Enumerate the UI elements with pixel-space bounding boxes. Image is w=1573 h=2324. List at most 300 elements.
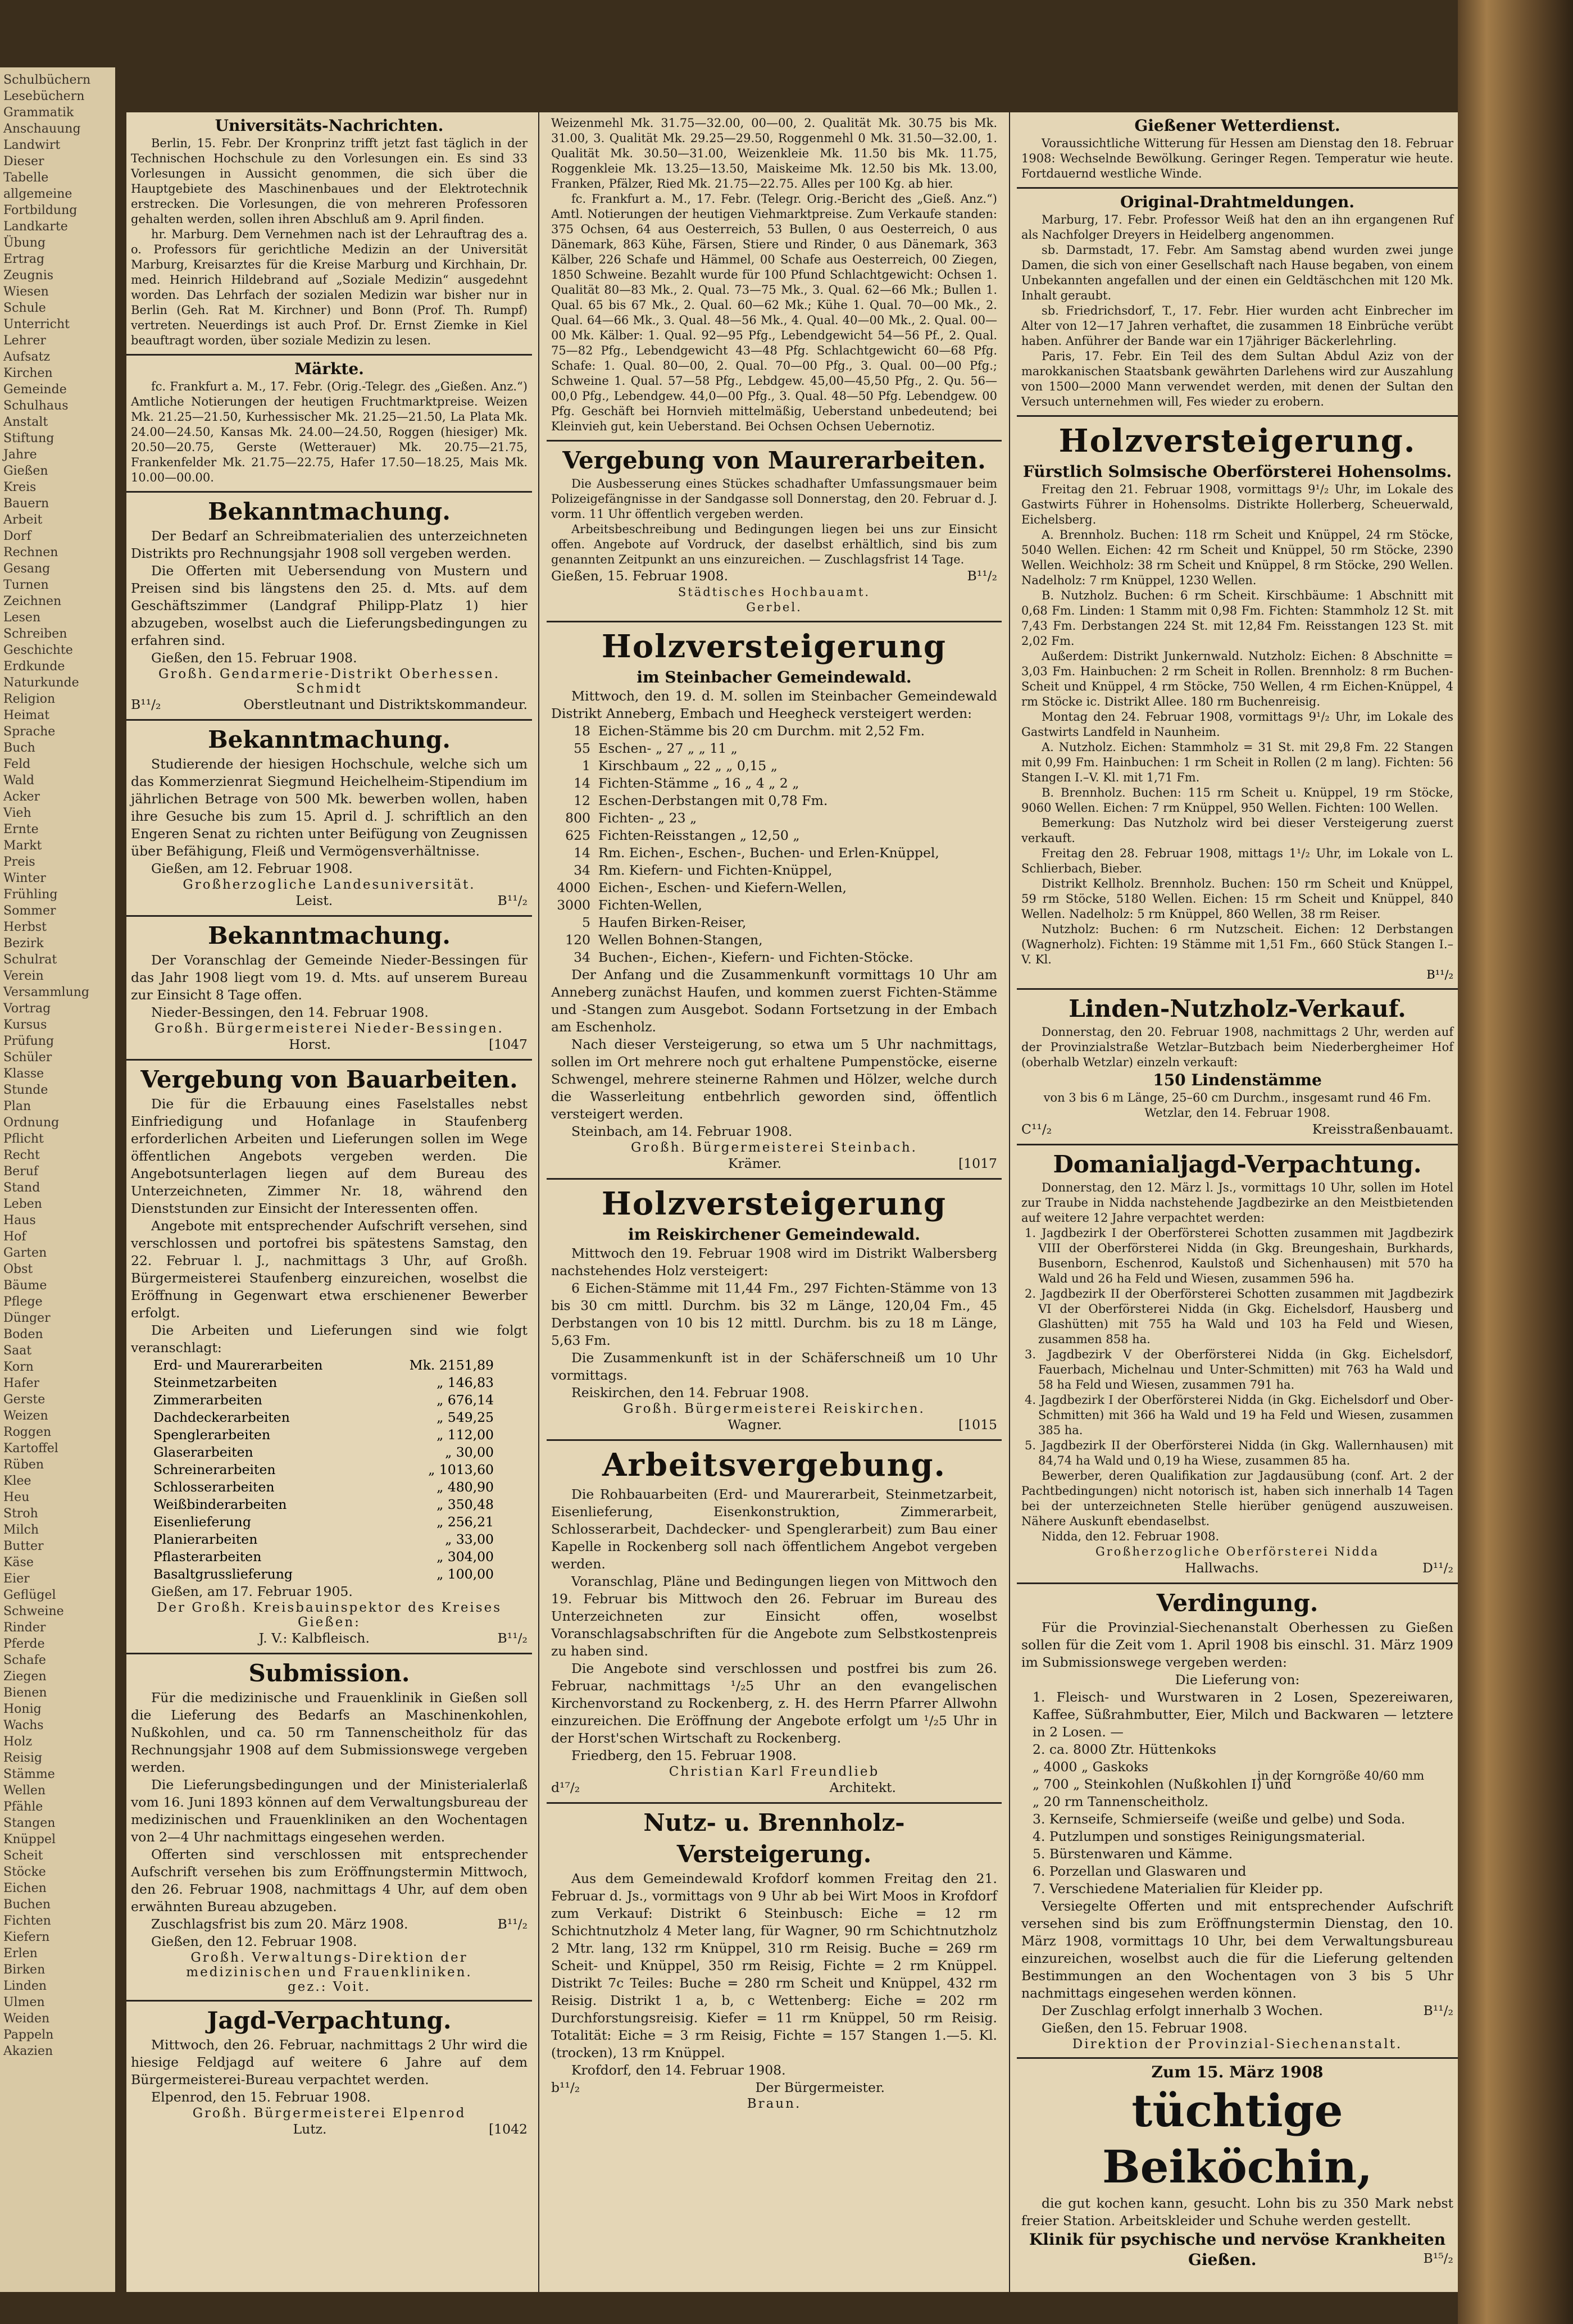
notice-text: Die Offerten mit Uebersendung von Mustern und Preisen sind bis längstens den 25. d. Mts. auf dem Geschäftszimmer (Landgraf Philipp-Platz 1) hier abzugeben, woselbst auch die Lieferungsbedingungen zu erfahren sind.	[131, 563, 528, 648]
adjacent-page-line: Rüben	[3, 1458, 44, 1472]
adjacent-page-line: Akazien	[3, 2044, 53, 2058]
notice-text: Angebote mit entsprechender Aufschrift versehen, sind verschlossen und portofrei bis spätestens Samstag, den 22. Februar l. J., nachmittags 3 Uhr, auf Großh. Bürgermeisterei Staufenberg einzureichen, woselbst die Eröffnung in Gegenwart etwa erschienener Bewerber erfolgt.	[131, 1218, 528, 1321]
wood-lot-row	[551, 844, 997, 862]
notice-signature: J. V.: Kalbfleisch.	[258, 1630, 370, 1646]
adjacent-page-line: Stand	[3, 1181, 40, 1195]
notice-text: Bemerkung: Das Nutzholz wird bei dieser Versteigerung zuerst verkauft.	[1021, 816, 1453, 845]
notice-bauarbeiten	[126, 1061, 532, 1654]
notice-title: Vergebung von Bauarbeiten.	[140, 1066, 518, 1093]
lot-count: 14	[574, 775, 590, 791]
adjacent-page-line: Dünger	[3, 1311, 51, 1325]
lot-count: 1	[582, 758, 590, 774]
wood-lot-list	[551, 722, 997, 966]
ad-code: B¹⁵/₂	[1423, 2250, 1453, 2266]
adjacent-page-line: Kartoffel	[3, 1441, 58, 1456]
notice-authority: Großh. Gendarmerie-Distrikt Oberhessen.	[158, 667, 501, 681]
notice-date: Gießen, am 12. Februar 1908.	[151, 861, 353, 876]
notice-date: Gießen, den 12. Februar 1908.	[151, 1934, 357, 1949]
adjacent-page-line: Anschauung	[3, 122, 81, 136]
notice-text: Die Zusammenkunft ist in der Schäferschneiß um 10 Uhr vormittags.	[551, 1350, 997, 1383]
adjacent-page-line: Heimat	[3, 708, 50, 722]
notice-signature: Krämer.	[728, 1156, 782, 1171]
column-2	[547, 112, 1002, 2292]
adjacent-page-line: Vortrag	[3, 1002, 51, 1016]
news-item: Marburg, 17. Febr. Professor Weiß hat den an ihn ergangenen Ruf als Nachfolger Dreyers in Heidelberg angenommen.	[1021, 213, 1453, 242]
cost-item: Zimmerarbeiten	[153, 1392, 262, 1408]
notice-authority: Großh. Bürgermeisterei Steinbach.	[631, 1140, 917, 1155]
adjacent-page-line: Eier	[3, 1572, 30, 1586]
notice-code: [1047	[489, 1036, 528, 1052]
lot-count: 800	[565, 810, 590, 826]
notice-title: Bekanntmachung.	[208, 922, 451, 949]
notice-verdingung: Verdingung. Für die Provinzial-Siechenanstalt Oberhessen zu Gießen sollen für die Zeit vom 1. April 1908 bis einschl. 31. März 1909 im Submissionswege vergeben werden: Die Lieferung von: 1. Fleisch- und Wurstwaren in 2 Losen, Spezereiwaren, Kaffee, Süßrahmbutter, Eier, Milch und Backwaren — letztere in 2 Losen. — 2. ca. 8000 Ztr. Hüttenkoks „ 4000 „ Gaskoks „ 700 „ Steinkohlen (Nußkohlen I) und „ 20 rm Tannenscheitholz. 3. Kernseife, Schmierseife (weiße und gelbe) und Soda. 4. Putzlumpen und sonstiges Reinigungsmaterial. 5. Bürstenwaren und Kämme. 6. Porzellan und Glaswaren und 7. Verschiedene Materialien für Kleider pp. in der Korngröße 40/60 mm Versiegelte Offerten und mit entsprechender Aufschrift versehen sind bis zum Eröffnungstermin Dienstag, den 10. März 1908, vormittags 10 Uhr, bei dem Verwaltungsbureau einzureichen, woselbst auch die für die Lieferung geltenden Bestimmungen an den Wochentagen von 3 bis 5 Uhr nachmittags eingesehen werden können. Der Zuschlag erfolgt innerhalb 3 Wochen. B¹¹/₂ Gießen, den 15. Februar 1908. Direktion der Provinzial-Siechenanstalt.	[1017, 1584, 1458, 2059]
adjacent-page-line: Linden	[3, 1979, 47, 1993]
adjacent-page-line: Unterricht	[3, 317, 70, 331]
adjacent-page-line: Korn	[3, 1360, 34, 1374]
supply-item: „ 700 „ Steinkohlen (Nußkohlen I) und	[1033, 1776, 1292, 1792]
notice-text: Der Zuschlag erfolgt innerhalb 3 Wochen.	[1042, 2003, 1323, 2018]
newspaper-page	[126, 112, 1458, 2292]
adjacent-page-line: Beruf	[3, 1165, 39, 1179]
notice-text: Nach dieser Versteigerung, so etwa um 5 Uhr nachmittags, sollen im Ort mehrere noch gut erhaltene Pumpenstöcke, eiserne Schwengel, mehrere steinerne Rahmen und Hölzer, welche durch die Wasserleitung entbehrlich geworden sind, öffentlich versteigert werden.	[551, 1036, 997, 1122]
adjacent-page-line: Zeichnen	[3, 594, 62, 608]
wood-lot-row	[551, 897, 997, 914]
notice-title: Verdingung.	[1156, 1589, 1319, 1617]
supply-item: 2. ca. 8000 Ztr. Hüttenkoks	[1033, 1741, 1216, 1757]
adjacent-page-line: Dieser	[3, 154, 44, 169]
notice-arbeitsvergebung	[547, 1441, 1002, 1804]
notice-text: Die Lieferungsbedingungen und der Ministerialerlaß vom 16. Juni 1893 können auf dem Verwaltungsbureau der medizinischen und Frauenkliniken an den Wochentagen von 2—4 Uhr nachmittags eingesehen werden.	[131, 1777, 528, 1845]
adjacent-page-line: Roggen	[3, 1425, 52, 1439]
highlight-text: 150 Lindenstämme	[1153, 1071, 1322, 1089]
notice-signature: Lutz.	[293, 2121, 327, 2137]
notice-text: Zuschlagsfrist bis zum 20. März 1908.	[151, 1916, 408, 1932]
adjacent-page-line: Pfähle	[3, 1800, 43, 1814]
adjacent-page-line: Leben	[3, 1197, 42, 1211]
notice-signature: Schmidt	[296, 681, 362, 696]
adjacent-page-line: Markt	[3, 839, 42, 853]
notice-code: b¹¹/₂	[551, 2080, 580, 2095]
adjacent-page-line: Turnen	[3, 578, 49, 592]
adjacent-page-line: allgemeine	[3, 187, 72, 201]
notice-authority: Großh. Bürgermeisterei Nieder-Bessingen.	[154, 1021, 504, 1036]
notice-text: Arbeitsbeschreibung und Bedingungen liegen bei uns zur Einsicht offen. Angebote auf Vordruck, der daselbst erhältlich, sind bis zum genannten Zeitpunkt an uns einzureichen. — Zuschlagsfrist 14 Tage.	[551, 522, 997, 566]
notice-date: Elpenrod, den 15. Februar 1908.	[151, 2089, 371, 2105]
adjacent-page-line: Butter	[3, 1539, 44, 1553]
notice-holzversteigerung-hohensolms	[1017, 417, 1458, 990]
cost-row	[153, 1566, 494, 1583]
notice-title: Holzversteigerung	[601, 628, 947, 665]
adjacent-page-line: Naturkunde	[3, 676, 79, 690]
adjacent-page-line: Feld	[3, 757, 31, 771]
notice-text: 6 Eichen-Stämme mit 11,44 Fm., 297 Fichten-Stämme von 13 bis 30 cm mittl. Durchm. bis 32 m Länge, 120,04 Fm., 45 Derbstangen von 10 bis 12 mittl. Durchm. bis zu 18 m Länge, 5,63 Fm.	[551, 1280, 997, 1348]
adjacent-page-line: Fortbildung	[3, 203, 78, 217]
adjacent-page-line: Milch	[3, 1523, 39, 1537]
hunting-district-list	[1021, 1226, 1453, 1468]
adjacent-page-line: Scheit	[3, 1849, 43, 1863]
wire-reports	[1017, 189, 1458, 417]
notice-text: Distrikt Kellholz. Brennholz. Buchen: 150 rm Scheit und Knüppel, 59 rm Stöcke, 5180 Wellen. Eichen: 15 rm Scheit und Knüppel, 840 Wellen. Nadelholz: 5 rm Knüppel, 860 Wellen, 38 rm Reiser.	[1021, 877, 1453, 921]
notice-subtitle: im Reiskirchener Gemeindewald.	[628, 1225, 920, 1244]
notice-authority: Direktion der Provinzial-Siechenanstalt.	[1072, 2037, 1403, 2052]
cost-item: Planierarbeiten	[153, 1531, 258, 1547]
column-1	[126, 112, 532, 2292]
adjacent-page-line: Wald	[3, 774, 34, 788]
market-report: fc. Frankfurt a. M., 17. Febr. (Orig.-Telegr. des „Gießen. Anz.“) Amtliche Notierungen der heutigen Fruchtmarktpreise. Weizen Mk. 21.25—21.50, Kurhessischer Mk. 21.25—21.50, La Plata Mk. 24.00—24.50, Kansas Mk. 24.00—24.50, Roggen (hiesiger) Mk. 20.50—20.75, Gerste (Wetterauer) Mk. 20.75—21.75, Frankenfelder Mk. 21.75—22.75, Hafer 17.50—18.25, Mais Mk. 10.00—00.00.	[131, 380, 528, 484]
notice-date: Steinbach, am 14. Februar 1908.	[571, 1124, 793, 1139]
adjacent-page-line: Aufsatz	[3, 350, 51, 364]
adjacent-page-line: Weiden	[3, 2012, 50, 2026]
notice-code: B¹¹/₂	[131, 697, 161, 712]
adjacent-page-line: Buch	[3, 741, 35, 755]
adjacent-page-line: Stunde	[3, 1083, 48, 1097]
adjacent-page-line: Kursus	[3, 1018, 47, 1032]
cost-amount: „ 549,25	[437, 1409, 494, 1425]
adjacent-page-line: Buchen	[3, 1898, 51, 1912]
adjacent-page-line: Schafe	[3, 1653, 46, 1667]
adjacent-page-line: Winter	[3, 871, 46, 885]
adjacent-page-line: Versammlung	[3, 985, 89, 999]
cost-item: Schreinerarbeiten	[153, 1462, 276, 1477]
adjacent-page-line: Wiesen	[3, 285, 49, 299]
notice-text: Freitag den 21. Februar 1908, vormittags 9¹/₂ Uhr, im Lokale des Gastwirts Führer in Hohensolms. Distrikte Hollerberg, Scheuerwald, Eichelsberg.	[1021, 483, 1453, 526]
lot-count: 34	[574, 949, 590, 965]
notice-subtitle: Fürstlich Solmsische Oberförsterei Hohensolms.	[1022, 462, 1452, 481]
adjacent-page-line: Frühling	[3, 888, 58, 902]
section-title: Universitäts-Nachrichten.	[215, 116, 444, 135]
notice-signature: Braun.	[747, 2096, 802, 2111]
lot-desc: Fichten- „ 23 „	[598, 810, 697, 826]
adjacent-page-line: Eichen	[3, 1881, 47, 1895]
adjacent-page-line: Gemeinde	[3, 383, 67, 397]
adjacent-page-line: Hafer	[3, 1376, 39, 1390]
notice-authority: Großh. Verwaltungs-Direktion der medizinischen und Frauenkliniken.	[186, 1950, 472, 1980]
adjacent-page-line: Saat	[3, 1344, 32, 1358]
notice-text: B. Brennholz. Buchen: 115 rm Scheit u. Knüppel, 19 rm Stöcke, 9060 Wellen. Eichen: 7 rm Knüppel, 950 Wellen. Fichten: 100 Wellen.	[1021, 786, 1453, 815]
adjacent-page-text	[0, 67, 115, 2064]
supply-item: 4. Putzlumpen und sonstiges Reinigungsmaterial.	[1033, 1829, 1366, 1844]
column-rule	[538, 112, 539, 2292]
adjacent-page-line: Lehrer	[3, 334, 46, 348]
lot-desc: Buchen-, Eichen-, Kiefern- und Fichten-Stöcke.	[598, 949, 913, 965]
wood-lot-row	[551, 827, 997, 844]
adjacent-page-line: Vieh	[3, 806, 31, 820]
notice-text: von 3 bis 6 m Länge, 25–60 cm Durchm., insgesamt rund 46 Fm.	[1043, 1091, 1431, 1104]
cost-row	[153, 1496, 494, 1513]
notice-text: A. Nutzholz. Eichen: Stammholz = 31 St. mit 29,8 Fm. 22 Stangen mit 0,99 Fm. Hainbuchen: 1 rm Scheit in Rollen (2 m lang). Fichten: 56 Stangen I.–V. Kl. mit 1,71 Fm.	[1021, 740, 1453, 784]
notice-date: Gießen, den 15. Februar 1908.	[151, 650, 357, 666]
adjacent-page-line: Ernte	[3, 822, 39, 836]
cost-amount: „ 480,90	[437, 1479, 494, 1495]
adjacent-page-line: Prüfung	[3, 1034, 54, 1048]
adjacent-page-line: Sprache	[3, 725, 56, 739]
notice-signature: Horst.	[289, 1036, 331, 1052]
ad-cook-wanted	[1017, 2059, 1458, 2276]
notice-text: Für die medizinische und Frauenklinik in Gießen soll die Lieferung des Bedarfs an Maschinenkohlen, Nußkohlen, und ca. 50 rm Tannenscheitholz für das Rechnungsjahr 1908 auf dem Submissionswege vergeben werden.	[131, 1690, 528, 1775]
adjacent-page-line: Arbeit	[3, 513, 43, 527]
ad-date: Zum 15. März 1908	[1151, 2063, 1324, 2081]
notice-date: Wetzlar, den 14. Februar 1908.	[1144, 1106, 1330, 1120]
notice-date: Krofdorf, den 14. Februar 1908.	[571, 2062, 786, 2078]
adjacent-page-line: Stroh	[3, 1507, 38, 1521]
adjacent-page-line: Grammatik	[3, 106, 74, 120]
adjacent-page-line: Hof	[3, 1230, 26, 1244]
wood-lot-row	[551, 914, 997, 931]
district-item: 4. Jagdbezirk I der Oberförsterei Nidda (in Gkg. Eichelsdorf und Ober-Schmitten) mit 366 ha Wald und 19 ha Feld und Wiesen, zusammen 385 ha.	[1025, 1393, 1453, 1437]
notice-code: D¹¹/₂	[1422, 1560, 1453, 1576]
adjacent-page-line: Preis	[3, 855, 35, 869]
notice-authority: Großh. Bürgermeisterei Elpenrod	[192, 2106, 466, 2121]
ad-headline: tüchtige Beiköchin,	[1102, 2084, 1372, 2193]
adjacent-page-line: Tabelle	[3, 171, 49, 185]
cost-item: Basaltgrusslieferung	[153, 1566, 293, 1582]
notice-bekanntmachung-1	[126, 493, 532, 721]
lot-count: 625	[565, 827, 590, 843]
notice-authority: Der Großh. Kreisbauinspektor des Kreises Gießen:	[156, 1600, 502, 1630]
cost-item: Steinmetzarbeiten	[153, 1375, 278, 1390]
adjacent-page-line: Lesebüchern	[3, 89, 85, 103]
adjacent-page-line: Ertrag	[3, 252, 45, 266]
adjacent-page-line: Zeugnis	[3, 269, 54, 283]
notice-title: Nutz- u. Brennholz-Versteigerung.	[643, 1809, 905, 1868]
lot-count: 55	[574, 740, 590, 756]
adjacent-page-line: Verein	[3, 969, 44, 983]
notice-text: Donnerstag, den 12. März l. Js., vormittags 10 Uhr, sollen im Hotel zur Traube in Nidda nachstehende Jagdbezirke an den Meistbietenden auf weitere 12 Jahre verpachtet werden:	[1021, 1181, 1453, 1225]
notice-text: Versiegelte Offerten und mit entsprechender Aufschrift versehen sind bis zum Eröffnungstermin Dienstag, den 10. März 1908, vormittags 10 Uhr, bei dem Verwaltungsbureau einzureichen, woselbst auch die für die Lieferung geltenden Bestimmungen an den Wochentagen von 3 bis 5 Uhr nachmittags eingesehen werden können.	[1021, 1898, 1453, 2001]
notice-code: B¹¹/₂	[497, 893, 528, 908]
notice-role: Architekt.	[829, 1780, 896, 1795]
lot-desc: Fichten-Reisstangen „ 12,50 „	[598, 827, 800, 843]
adjacent-page-line: Schüler	[3, 1050, 52, 1065]
adjacent-page-line: Kirchen	[3, 366, 53, 380]
adjacent-page-line: Gesang	[3, 562, 51, 576]
cost-row	[153, 1444, 494, 1461]
notice-text: A. Brennholz. Buchen: 118 rm Scheit und Knüppel, 24 rm Stöcke, 5040 Wellen. Eichen: 42 rm Scheit und Knüppel, 50 rm Stöcke, 2390 Wellen. Weichholz: 38 rm Scheit und Knüppel, 8 rm Stöcke, 290 Wellen. Nadelholz: 7 rm Knüppel, 1230 Wellen.	[1021, 528, 1453, 587]
adjacent-page-line: Erlen	[3, 1946, 38, 1961]
ad-advertiser: Klinik für psychische und nervöse Krankheiten	[1029, 2230, 1446, 2249]
adjacent-page-line: Erdkunde	[3, 660, 65, 674]
cost-item: Pflasterarbeiten	[153, 1549, 262, 1565]
notice-title: Bekanntmachung.	[208, 498, 451, 525]
notice-date: Friedberg, den 15. Februar 1908.	[571, 1748, 797, 1763]
notice-title: Bekanntmachung.	[208, 726, 451, 753]
notice-text: Der Voranschlag der Gemeinde Nieder-Bessingen für das Jahr 1908 liegt vom 19. d. Mts. auf unserem Bureau zur Einsicht 8 Tage offen.	[131, 952, 528, 1003]
notice-code: [1017	[958, 1156, 997, 1171]
adjacent-page-line: Landkarte	[3, 220, 68, 234]
supply-item: „ 4000 „ Gaskoks	[1033, 1759, 1149, 1775]
notice-text: Aus dem Gemeindewald Krofdorf kommen Freitag den 21. Februar d. Js., vormittags von 9 Uhr ab bei Wirt Moos in Krofdorf zum Verkauf: Distrikt 6 Steinbusch: Eiche = 12 rm Schichtnutzholz 4 Meter lang, für Wagner, 90 rm Schichtnutzholz 2 Mtr. lang, 132 rm Knüppel, 310 rm Reisig. Buche = 269 rm Scheit- und Knüppel, 350 rm Reisig, Fichte = 2 rm Knüppel. Distrikt 7c Teiles: Buche = 280 rm Scheit und Knüppel, 432 rm Reisig. Distrikt 1 a, b, c Wettenberg: Eiche = 202 rm Durchforstungsreisig. Kiefer = 11 rm Knüppel, 50 rm Reisig. Totalität: Eiche = 3 rm Reisig, Fichte = 157 Stangen 1.—5. Kl. (trocken), 13 rm Knüppel.	[551, 1871, 997, 2061]
adjacent-page-line: Käse	[3, 1556, 34, 1570]
adjacent-page-line: Sommer	[3, 904, 56, 918]
adjacent-page-line: Rinder	[3, 1621, 46, 1635]
notice-code: B¹¹/₂	[967, 568, 997, 584]
cost-amount: „ 33,00	[445, 1531, 494, 1547]
lot-count: 18	[574, 723, 590, 739]
cost-amount: Mk. 2151,89	[409, 1357, 494, 1373]
adjacent-page-line: Schweine	[3, 1604, 64, 1618]
notice-title: Arbeitsvergebung.	[602, 1447, 947, 1484]
notice-text: Mittwoch den 19. Februar 1908 wird im Distrikt Walbersberg nachstehendes Holz versteigert:	[551, 1245, 997, 1279]
column-3	[1017, 112, 1458, 2292]
adjacent-page-line: Garten	[3, 1246, 47, 1260]
notice-holzversteigerung-reiskirchen	[547, 1180, 1002, 1441]
notice-title: Holzversteigerung.	[1058, 422, 1416, 460]
supply-item: 5. Bürstenwaren und Kämme.	[1033, 1846, 1233, 1862]
cost-item: Dachdeckerarbeiten	[153, 1409, 290, 1425]
notice-code: B¹¹/₂	[1423, 2003, 1453, 2018]
lot-count: 120	[565, 932, 590, 948]
adjacent-page-line: Gerste	[3, 1393, 46, 1407]
cost-item: Weißbinderarbeiten	[153, 1497, 287, 1512]
market-report: Weizenmehl Mk. 31.75—32.00, 00—00, 2. Qualität Mk. 30.75 bis Mk. 31.00, 3. Qualität Mk. 29.25—29.50, Roggenmehl 0 Mk. 31.50—32.00, 1. Qualität Mk. 30.50—31.00, Weizenkleie Mk. 11.50 bis Mk. 11.75, Roggenkleie Mk. 13.25—13.50, Maiskeime Mk. 12.50 bis Mk. 13.00, Franken, Pfälzer, Ried Mk. 21.75—22.75. Alles per 100 Kg. ab hier.	[551, 116, 997, 190]
notice-holzversteigerung-steinbach	[547, 622, 1002, 1180]
notice-text: Die Arbeiten und Lieferungen sind wie folgt veranschlagt:	[131, 1322, 528, 1356]
adjacent-page-line: Anstalt	[3, 415, 48, 429]
adjacent-page-line: Schulbüchern	[3, 73, 91, 87]
wood-lot-row	[551, 949, 997, 966]
lot-desc: Fichten-Stämme „ 16 „ 4 „ 2 „	[598, 775, 799, 791]
lot-count: 5	[582, 915, 590, 930]
adjacent-page-line: Schule	[3, 301, 46, 315]
adjacent-page-strip	[0, 67, 115, 2292]
notice-title: Jagd-Verpachtung.	[207, 2007, 452, 2034]
column-rule	[1009, 112, 1010, 2292]
adjacent-page-line: Weizen	[3, 1409, 48, 1423]
lot-count: 4000	[557, 880, 590, 895]
lot-desc: Eichen-, Eschen- und Kiefern-Wellen,	[598, 880, 847, 895]
wood-lot-row	[551, 775, 997, 792]
notice-text: Der Bedarf an Schreibmaterialien des unterzeichneten Distrikts pro Rechnungsjahr 1908 soll vergeben werden.	[131, 528, 528, 561]
adjacent-page-line: Bezirk	[3, 936, 44, 950]
weather-service	[1017, 112, 1458, 189]
wood-lot-row	[551, 757, 997, 775]
notice-code: B¹¹/₂	[1426, 968, 1453, 981]
notice-signature: Leist.	[295, 893, 333, 908]
notice-text: Die Lieferung von:	[1175, 1672, 1300, 1688]
lot-count: 3000	[557, 897, 590, 913]
adjacent-page-line: Rechnen	[3, 545, 58, 560]
adjacent-page-line: Bäume	[3, 1279, 47, 1293]
district-item: 2. Jagdbezirk II der Oberförsterei Schotten zusammen mit Jagdbezirk VI der Oberförsterei Nidda (in Gkg. Eichelsdorf, Hausberg und Glashütten) mit 755 ha Wald und 103 ha Feld und Wiesen, zusammen 858 ha.	[1025, 1287, 1453, 1346]
supply-list	[1021, 1689, 1453, 1898]
adjacent-page-line: Schreiben	[3, 627, 67, 641]
news-item: Berlin, 15. Febr. Der Kronprinz trifft jetzt fast täglich in der Technischen Hochschule zu den Vorlesungen ein. Es sind 33 Vorlesungen in Aussicht genommen, die sich über die Hauptgebiete des Maschinenbaues und der Elektrotechnik erstrecken. Die Vorlesungen, die von mehreren Professoren gehalten werden, sollen ihren Abschluß am 9. April finden.	[131, 137, 528, 226]
notice-code: [1042	[489, 2121, 528, 2137]
lot-count: 14	[574, 845, 590, 861]
adjacent-page-line: Herbst	[3, 920, 47, 934]
adjacent-page-line: Haus	[3, 1213, 36, 1227]
adjacent-page-line: Pflicht	[3, 1132, 44, 1146]
news-item: sb. Darmstadt, 17. Febr. Am Samstag abend wurden zwei junge Damen, die sich von einer Gesellschaft nach Hause begaben, von einem Unbekannten angefallen und der einen ein Geldtäschchen mit 120 Mk. Inhalt geraubt.	[1021, 243, 1453, 302]
notice-bekanntmachung-3	[126, 917, 532, 1061]
adjacent-page-line: Wellen	[3, 1784, 46, 1798]
supply-item: „ 20 rm Tannenscheitholz.	[1033, 1794, 1209, 1809]
adjacent-page-line: Ziegen	[3, 1670, 47, 1684]
notice-signature: Hallwachs.	[1185, 1560, 1259, 1576]
notice-maurerarbeiten	[547, 442, 1002, 622]
lot-count: 12	[574, 793, 590, 808]
adjacent-page-line: Bienen	[3, 1686, 47, 1700]
notice-code: B¹¹/₂	[497, 1630, 528, 1646]
adjacent-page-line: Stämme	[3, 1767, 55, 1781]
notice-authority: Kreisstraßenbauamt.	[1312, 1121, 1453, 1137]
notice-text: Voranschlag, Pläne und Bedingungen liegen von Mittwoch den 19. Februar bis Mittwoch den 26. Februar im Bureau des Unterzeichneten zur Einsicht offen, woselbst Voranschlagsabschriften für die Angebote zum Selbstkostenpreis zu haben sind.	[551, 1573, 997, 1659]
notice-authority: Großherzogliche Oberförsterei Nidda	[1095, 1545, 1380, 1558]
notice-title: Domanialjagd-Verpachtung.	[1053, 1150, 1422, 1178]
notice-text: Nutzholz: Buchen: 6 rm Nutzscheit. Eichen: 12 Derbstangen (Wagnerholz). Fichten: 19 Stämme mit 1,51 Fm., 660 Stück Stangen I.–V. Kl.	[1021, 922, 1453, 966]
ad-text: die gut kochen kann, gesucht. Lohn bis zu 350 Mark nebst freier Station. Arbeitskleider und Schuhe werden gestellt.	[1021, 2195, 1453, 2229]
adjacent-page-line: Lesen	[3, 611, 41, 625]
district-item: 5. Jagdbezirk II der Oberförsterei Nidda (in Gkg. Wallernhausen) mit 84,74 ha Wald und 0,19 ha Wiese, zusammen 85 ha.	[1025, 1439, 1453, 1467]
notice-jagdverpachtung	[126, 2002, 532, 2144]
news-item: Paris, 17. Febr. Ein Teil des dem Sultan Abdul Aziz von der marokkanischen Staatsbank gewährten Darlehens wird zur Auszahlung von 1500—2000 Mann verwendet werden, mit denen der Sultan den Versuch unternehmen will, Fes wieder zu erobern.	[1021, 349, 1453, 408]
cost-amount: „ 350,48	[437, 1497, 494, 1512]
notice-text: Der Anfang und die Zusammenkunft vormittags 10 Uhr am Anneberg zunächst Haufen, und kommen zuerst Fichten-Stämme und -Stangen zum Ausgebot. Sodann Fortsetzung in der Embach am Eschenholz.	[551, 967, 997, 1035]
cost-item: Eisenlieferung	[153, 1514, 251, 1530]
section-title: Gießener Wetterdienst.	[1134, 116, 1340, 135]
adjacent-page-line: Jahre	[3, 448, 37, 462]
notice-title: Holzversteigerung	[601, 1185, 947, 1222]
lot-desc: Eschen- „ 27 „ „ 11 „	[598, 740, 738, 756]
adjacent-page-line: Pappeln	[3, 2028, 54, 2042]
notice-signature: gez.: Voit.	[287, 1980, 371, 1994]
notice-signature: Gerbel.	[746, 601, 802, 614]
cost-row	[153, 1531, 494, 1548]
notice-text: Montag den 24. Februar 1908, vormittags 9¹/₂ Uhr, im Lokale des Gastwirts Landfeld in Naunheim.	[1021, 710, 1453, 739]
cattle-market-report: fc. Frankfurt a. M., 17. Febr. (Telegr. Orig.-Bericht des „Gieß. Anz.“) Amtl. Notierungen der heutigen Viehmarktpreise. Zum Verkaufe standen: 375 Ochsen, 64 aus Oesterreich, 53 Bullen, 0 aus Oesterreich, 0 aus Dänemark, 863 Kühe, Färsen, Stiere und Rinder, 0 aus Dänemark, 363 Kälber, 226 Schafe und Hämmel, 00 Schafe aus Oesterreich, 00 Ziegen, 1850 Schweine. Bezahlt wurde für 100 Pfund Schlachtgewicht: Ochsen 1. Qualität 80—83 Mk., 2. Qual. 73—75 Mk., 3. Qual. 62—66 Mk.; Bullen 1. Qual. 65 bis 67 Mk., 2. Qual. 60—62 Mk.; Kühe 1. Qual. 70—00 Mk., 2. Qual. 64—66 Mk., 3. Qual. 48—56 Mk., 4. Qual. 40—00 Mk., 2. Qual. 00—00 Mk. Kälber: 1. Qual. 92—95 Pfg., Lebendgewicht 54—56 Pf., 2. Qual. 75—82 Pfg., Lebendgewicht 43—48 Pfg. Schlachtgewicht 60—68 Pfg. Schafe: 1. Qual. 80—00, 2. Qual. 70—00 Pfg., 3. Qual. 00—00 Pfg.; Schweine 1. Qual. 57—58 Pfg., Lebdgew. 45,00—45,50 Pfg., 2. Qu. 56—00,0 Pfg., Lebendgew. 44,0—00 Pfg., 3. Qual. 48—50 Pfg. Lebendgew. 00 Pfg. Geschäft bei Hornvieh mittelmäßig, Ueberstand unbedeutend; bei Kleinvieh gut, kein Ueberstand. Bei Ochsen Ochsen Uebernotiz.	[551, 192, 997, 433]
adjacent-page-line: Religion	[3, 692, 56, 706]
lot-desc: Haufen Birken-Reiser,	[598, 915, 747, 930]
cost-table	[131, 1357, 528, 1583]
adjacent-page-line: Honig	[3, 1702, 42, 1716]
district-item: 1. Jagdbezirk I der Oberförsterei Schotten zusammen mit Jagdbezirk VIII der Oberförsterei Nidda (in Gkg. Breungeshain, Burkhards, Busenborn, Eschenrod, Kaulstoß und Sichenhausen) mit 570 ha Wald und 26 ha Feld und Wiesen, zusammen 596 ha.	[1025, 1226, 1453, 1285]
adjacent-page-line: Ulmen	[3, 1995, 45, 2009]
adjacent-page-line: Landwirt	[3, 138, 61, 152]
supply-item: 6. Porzellan und Glaswaren und	[1033, 1863, 1247, 1879]
notice-date: Nieder-Bessingen, den 14. Februar 1908.	[151, 1004, 429, 1020]
notice-date: Nidda, den 12. Februar 1908.	[1042, 1530, 1220, 1543]
notice-authority: Der Bürgermeister.	[755, 2080, 885, 2095]
notice-code: [1015	[958, 1417, 997, 1432]
notice-date: Gießen, den 15. Februar 1908.	[1042, 2020, 1248, 2036]
adjacent-page-line: Kreis	[3, 480, 37, 494]
supply-item: 1. Fleisch- und Wurstwaren in 2 Losen, Spezereiwaren, Kaffee, Süßrahmbutter, Eier, Milch und Backwaren — letztere in 2 Losen. —	[1033, 1689, 1453, 1740]
news-item: hr. Marburg. Dem Vernehmen nach ist der Lehrauftrag des a. o. Professors für gerichtliche Medizin an der Universität Marburg, Kreisarztes für die Kreise Marburg und Kirchhain, Dr. med. Heinrich Hildebrand auf „Soziale Medizin“ ausgedehnt worden. Das Lehrfach der sozialen Medizin war bisher nur in Berlin (Geh. Rat M. Kirchner) und Bonn (Prof. Th. Rumpf) vertreten. Neuerdings ist auch Prof. Dr. Ernst Ziemke in Kiel beauftragt worden, über soziale Medizin zu lesen.	[131, 228, 528, 347]
cost-row	[153, 1461, 494, 1479]
adjacent-page-line: Pflege	[3, 1295, 43, 1309]
adjacent-page-line: Birken	[3, 1963, 46, 1977]
wood-lot-row	[551, 862, 997, 879]
cost-row	[153, 1513, 494, 1531]
lot-desc: Fichten-Wellen,	[598, 897, 702, 913]
notice-submission	[126, 1654, 532, 2002]
adjacent-page-line: Stiftung	[3, 431, 54, 445]
wood-lot-row	[551, 722, 997, 740]
notice-authority: Großh. Bürgermeisterei Reiskirchen.	[623, 1402, 925, 1416]
notice-authority: Großherzogliche Landesuniversität.	[183, 877, 476, 892]
notice-signature: Christian Karl Freundlieb	[669, 1764, 880, 1779]
notice-text: Außerdem: Distrikt Junkernwald. Nutzholz: Eichen: 8 Abschnitte = 3,03 Fm. Hainbuchen: 2 rm Scheit in Rollen. Brennholz: 8 rm Buchen-Scheit und Knüppel, 4 rm Stöcke, 750 Wellen, 4 rm Eichen-Knüppel, 4 rm Stöcke ic. Distrikt Allee. 180 rm Buchenreisig.	[1021, 649, 1453, 708]
wood-lot-row	[551, 931, 997, 949]
notice-text: Die Angebote sind verschlossen und postfrei bis zum 26. Februar, nachmittags ¹/₂5 Uhr an den evangelischen Kirchenvorstand zu Rockenberg, z. H. des Herrn Pfarrer Allwohn einzureichen. Die Eröffnung der Angebote erfolgt um ¹/₂5 Uhr in der Horst'schen Wirtschaft zu Rockenberg.	[551, 1661, 997, 1746]
cost-row	[153, 1391, 494, 1409]
notice-title: Vergebung von Maurerarbeiten.	[562, 447, 986, 474]
notice-linden-verkauf	[1017, 990, 1458, 1145]
lot-desc: Rm. Eichen-, Eschen-, Buchen- und Erlen-Knüppel,	[598, 845, 939, 861]
adjacent-page-line: Plan	[3, 1099, 31, 1113]
adjacent-page-line: Pferde	[3, 1637, 45, 1651]
adjacent-page-line: Dorf	[3, 529, 31, 543]
